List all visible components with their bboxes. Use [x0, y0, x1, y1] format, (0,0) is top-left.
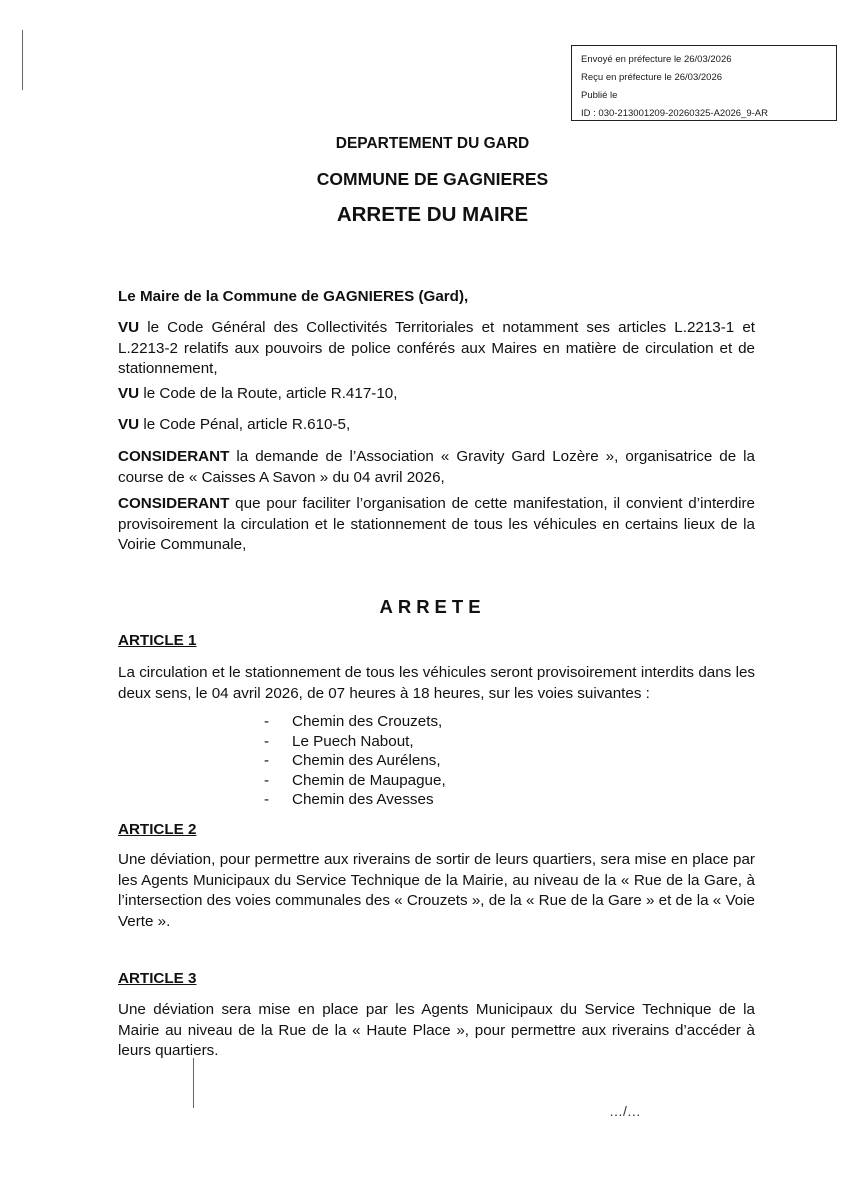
- preamble-keyword: VU: [118, 319, 140, 336]
- decree-title: ARRETE: [379, 596, 486, 617]
- list-item: - Chemin des Avesses: [264, 790, 446, 810]
- list-item: - Chemin des Crouzets,: [264, 712, 446, 732]
- preamble-keyword: CONSIDERANT: [118, 448, 230, 465]
- article-1-text: La circulation et le stationnement de tous les véhicules seront provisoirement interdits dans les deux sens, le 04 avril 2026, de 07 heures à 18 heures, sur les voies suivantes :: [118, 664, 755, 702]
- department-heading: DEPARTEMENT DU GARD: [335, 135, 530, 152]
- list-item: - Le Puech Nabout,: [264, 732, 446, 752]
- preamble-text: le Code de la Route, article R.417-10,: [139, 385, 398, 402]
- preamble-keyword: VU: [118, 385, 140, 402]
- stamp-sent: Envoyé en préfecture le 26/03/2026: [581, 54, 732, 65]
- preamble-text: le Code Pénal, article R.610-5,: [139, 416, 351, 433]
- preamble-keyword: CONSIDERANT: [118, 495, 230, 512]
- prefecture-stamp: [571, 45, 837, 121]
- article-2-text: Une déviation, pour permettre aux riverains de sortir de leurs quartiers, sera mise en place par les Agents Municipaux du Service Technique de la Mairie, au niveau de la « Rue de la Gare, à l’intersection des voies communales des « Crouzets », de la « Rue de la Gare » et de la « Voie Verte ».: [118, 851, 755, 930]
- article-3-text: Une déviation sera mise en place par les Agents Municipaux du Service Technique de la Mairie au niveau de la Rue de la « Haute Place », pour permettre aux riverains d’accéder à leurs quartiers.: [118, 1001, 755, 1059]
- road-list: [264, 712, 446, 810]
- document-title: ARRETE DU MAIRE: [336, 203, 529, 226]
- preamble-keyword: VU: [118, 416, 140, 433]
- preamble-text: que pour faciliter l’organisation de cette manifestation, il convient d’interdire provisoirement la circulation et le stationnement de tous les véhicules en certains lieux de la Voirie Communale,: [118, 495, 755, 553]
- preamble-text: la demande de l’Association « Gravity Gard Lozère », organisatrice de la course de « Caisses A Savon » du 04 avril 2026,: [118, 448, 755, 486]
- commune-heading: COMMUNE DE GAGNIERES: [316, 169, 549, 189]
- stamp-received: Reçu en préfecture le 26/03/2026: [581, 72, 723, 83]
- scan-mark-left: [22, 30, 23, 90]
- list-item: - Chemin de Maupague,: [264, 771, 446, 791]
- scan-mark-bottom: [193, 1058, 194, 1108]
- mayor-line: Le Maire de la Commune de GAGNIERES (Gard),: [118, 288, 469, 305]
- preamble-item-4: [118, 447, 755, 488]
- article-3-heading: ARTICLE 3: [118, 970, 197, 987]
- preamble-text: le Code Général des Collectivités Territoriales et notamment ses articles L.2213-1 et L.2213-2 relatifs aux pouvoirs de police conférés aux Maires en matière de circulation et de stationnement,: [118, 319, 755, 377]
- preamble-item-2: [118, 384, 755, 405]
- article-1-heading: ARTICLE 1: [118, 632, 197, 649]
- article-2-heading: ARTICLE 2: [118, 821, 197, 838]
- list-item: - Chemin des Aurélens,: [264, 751, 446, 771]
- preamble-item-5: [118, 494, 755, 556]
- stamp-published: Publié le: [581, 90, 618, 101]
- preamble-item-3: [118, 415, 755, 436]
- continued-marker: …/…: [609, 1103, 641, 1119]
- preamble-item-1: [118, 318, 755, 380]
- stamp-id: ID : 030-213001209-20260325-A2026_9-AR: [581, 108, 768, 119]
